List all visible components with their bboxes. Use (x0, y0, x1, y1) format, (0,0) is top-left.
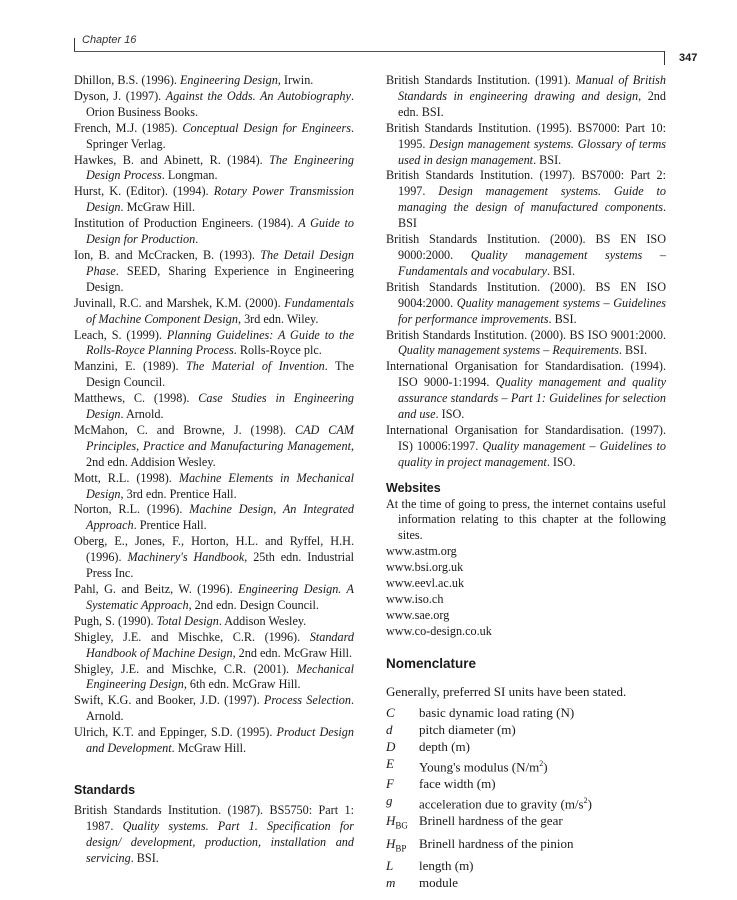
nomenclature-definition: pitch diameter (m) (419, 721, 516, 737)
standard-entry (386, 359, 666, 423)
reference-publisher: , 3rd edn. Wiley. (237, 311, 319, 326)
reference-publisher: . Arnold. (86, 693, 354, 724)
reference-entry (74, 582, 354, 614)
reference-authors: British Standards Institution. (1991). (386, 73, 576, 87)
reference-title: Planning Guidelines: A Guide to the Rolls-Royce Planning Process (86, 327, 354, 358)
reference-title: Conceptual Design for Engineers (182, 120, 351, 135)
reference-authors: Leach, S. (1999). (74, 327, 167, 342)
reference-authors: Mott, R.L. (1998). (74, 470, 179, 485)
reference-publisher: . (195, 232, 199, 247)
nomenclature-symbol: g (386, 792, 393, 808)
nomenclature-definition: basic dynamic load rating (N) (419, 704, 575, 720)
standards-list (74, 803, 354, 867)
reference-entry (74, 121, 354, 153)
reference-title: Mechanical Engineering Design (86, 661, 354, 692)
reference-title: Quality management – Guidelines to quality in project management (398, 438, 666, 469)
right-column (386, 73, 666, 891)
reference-authors: British Standards Institution. (1997). BS7000: Part 2: 1997. (386, 168, 666, 199)
chapter-label: Chapter 16 (82, 34, 137, 46)
reference-authors: International Organisation for Standardisation. (1997). IS) 10006:1997. (386, 422, 666, 453)
reference-authors: Dhillon, B.S. (1996). (74, 73, 180, 87)
reference-publisher: , Irwin. (277, 73, 314, 87)
reference-authors: Oberg, E., Jones, F., Horton, H.L. and Ryffel, H.H. (1996). (74, 534, 354, 565)
nomenclature-row (386, 812, 666, 835)
reference-title: Against the Odds. An Autobiography (165, 88, 351, 103)
reference-title: Total Design (156, 613, 219, 628)
reference-publisher: , 25th edn. Industrial Press Inc. (86, 550, 354, 581)
reference-authors: Matthews, C. (1998). (74, 391, 199, 406)
nomenclature-symbol: E (386, 755, 394, 771)
reference-authors: Institution of Production Engineers. (1984). (74, 216, 299, 231)
reference-publisher: . Orion Business Books. (86, 88, 354, 119)
reference-authors: Juvinall, R.C. and Marshek, K.M. (2000). (74, 295, 285, 310)
standards-heading: Standards (74, 782, 136, 797)
reference-publisher: . SEED, Sharing Experience in Engineering Design. (86, 263, 354, 294)
nomenclature-heading: Nomenclature (386, 655, 477, 671)
website-link[interactable]: www.iso.ch (386, 592, 444, 606)
reference-authors: Hawkes, B. and Abinett, R. (1984). (74, 152, 270, 167)
reference-publisher: . BSI. (548, 311, 577, 326)
reference-entry (74, 471, 354, 503)
reference-entry (74, 153, 354, 185)
reference-title: Case Studies in Engineering Design (86, 391, 355, 422)
reference-publisher: . The Design Council. (86, 359, 354, 390)
reference-title: Machine Elements in Mechanical Design (86, 470, 354, 501)
nomenclature-definition: Brinell hardness of the gear (419, 813, 563, 829)
nomenclature-row (386, 704, 666, 721)
reference-entry (74, 391, 354, 423)
reference-authors: Ion, B. and McCracken, B. (1993). (74, 247, 261, 262)
reference-title: Product Design and Development (86, 725, 354, 756)
reference-publisher: . BSI. (618, 343, 648, 358)
reference-title: Machine Design, An Integrated Approach (86, 502, 354, 533)
reference-publisher: , 2nd edn. BSI. (398, 88, 666, 119)
reference-title: Quality management systems – Fundamentals and vocabulary (398, 247, 666, 278)
reference-authors: Pugh, S. (1990). (74, 613, 157, 628)
reference-title: Quality management and quality assurance standards – Part 1: Guidelines for selection and use (398, 375, 666, 422)
nomenclature-symbol: $H_{BG}$ (386, 813, 408, 831)
reference-entry (74, 359, 354, 391)
nomenclature-definition: Brinell hardness of the pinion (419, 835, 574, 851)
reference-title: Machinery's Handbook (127, 550, 245, 565)
website-list (386, 544, 666, 639)
reference-authors: Manzini, E. (1989). (74, 359, 187, 374)
reference-publisher: . Rolls-Royce plc. (233, 343, 322, 358)
reference-entry (74, 328, 354, 360)
reference-entry (74, 216, 354, 248)
reference-title: Process Selection (263, 693, 351, 708)
reference-title: Design management systems. Guide to managing the design of manufactured components (398, 184, 666, 215)
reference-publisher: . Prentice Hall. (133, 518, 207, 533)
reference-authors: Shigley, J.E. and Mischke, C.R. (2001). (74, 661, 297, 676)
reference-authors: Dyson, J. (1997). (74, 88, 166, 103)
nomenclature-intro: Generally, preferred SI units have been stated. (386, 683, 627, 699)
website-link[interactable]: www.bsi.org.uk (386, 560, 464, 575)
reference-publisher: . McGraw Hill. (120, 200, 195, 215)
standard-entry (386, 121, 666, 169)
nomenclature-definition: depth (m) (419, 738, 470, 754)
standards-list-continued (386, 73, 666, 471)
reference-authors: British Standards Institution. (2000). BS EN ISO 9004:2000. (386, 279, 666, 310)
standard-entry (386, 328, 666, 360)
left-column (74, 73, 354, 867)
header-rule-right-tick (664, 51, 665, 65)
nomenclature-symbol: F (386, 775, 394, 791)
reference-entry (74, 614, 354, 630)
standard-entry (386, 280, 666, 328)
reference-entry (74, 296, 354, 328)
reference-publisher: . ISO. (546, 454, 576, 469)
reference-publisher: . BSI. (130, 850, 159, 865)
website-link[interactable]: www.co-design.co.uk (386, 623, 492, 638)
nomenclature-symbol: D (386, 738, 396, 754)
reference-title: Quality systems. Part 1. Specification for design/ development, production, installation and servicing (86, 818, 355, 865)
reference-authors: British Standards Institution. (2000). BS ISO 9001:2000. (386, 327, 666, 342)
reference-publisher: , 2nd edn. Addision Wesley. (86, 438, 354, 469)
reference-authors: International Organisation for Standardisation. (1994). ISO 9000-1:1994. (386, 359, 666, 390)
nomenclature-symbol: L (386, 858, 394, 874)
reference-entry (74, 693, 354, 725)
reference-entry (74, 89, 354, 121)
nomenclature-definition: acceleration due to gravity $(m/s^2)$ (419, 795, 592, 812)
reference-publisher: . BSI. (546, 263, 576, 278)
nomenclature-row (386, 835, 666, 858)
nomenclature-symbol: $H_{BP}$ (386, 835, 407, 854)
reference-title: Rotary Power Transmission Design (86, 184, 354, 215)
reference-authors: Hurst, K. (Editor). (1994). (74, 184, 214, 199)
page-number: 347 (679, 52, 698, 64)
nomenclature-row (386, 755, 666, 775)
nomenclature-definition: Young's modulus $(N/m^2)$ (419, 758, 548, 774)
reference-entry (74, 423, 354, 471)
reference-entry (74, 502, 354, 534)
nomenclature-definition: module (419, 875, 458, 891)
nomenclature-row (386, 721, 666, 738)
website-link[interactable]: www.eevl.ac.uk (386, 576, 465, 591)
reference-publisher: . BSI (398, 200, 666, 231)
standard-entry (386, 73, 666, 121)
reference-authors: French, M.J. (1985). (74, 120, 183, 135)
header-rule (74, 51, 664, 52)
standard-entry (74, 803, 354, 867)
reference-authors: British Standards Institution. (2000). BS EN ISO 9000:2000. (386, 232, 666, 262)
nomenclature-row (386, 857, 666, 874)
reference-publisher: . McGraw Hill. (171, 741, 247, 756)
reference-authors: Shigley, J.E. and Mischke, C.R. (1996). (74, 629, 310, 644)
standard-entry (386, 232, 666, 280)
header-rule-left-tick (74, 38, 75, 52)
nomenclature-row (386, 874, 666, 891)
reference-authors: Pahl, G. and Beitz, W. (1996). (74, 582, 239, 596)
reference-title: Fundamentals of Machine Component Design (86, 295, 354, 326)
reference-title: Engineering Design (179, 73, 278, 87)
nomenclature-definition: face width (m) (419, 775, 496, 791)
reference-entry (74, 184, 354, 216)
reference-entry (74, 534, 354, 582)
reference-authors: Swift, K.G. and Booker, J.D. (1997). (74, 693, 264, 708)
reference-title: Design management systems. Glossary of terms used in design management (398, 136, 666, 167)
reference-title: The Detail Design Phase (86, 247, 354, 278)
reference-title: Quality management systems – Requirements (398, 343, 619, 358)
reference-authors: Norton, R.L. (1996). (74, 502, 190, 517)
reference-entry (74, 630, 354, 662)
reference-publisher: . Springer Verlag. (86, 120, 355, 151)
reference-title: Standard Handbook of Machine Design (86, 629, 354, 660)
reference-publisher: . Longman. (161, 168, 218, 183)
reference-title: Quality management systems – Guidelines for performance improvements (398, 295, 667, 326)
reference-title: Engineering Design. A Systematic Approach (86, 582, 354, 612)
reference-title: CAD CAM Principles, Practice and Manufacturing Management (86, 422, 354, 453)
nomenclature-row (386, 792, 666, 812)
standard-entry (386, 168, 666, 232)
nomenclature-symbol: m (386, 875, 396, 891)
reference-title: A Guide to Design for Production (86, 216, 354, 247)
websites-heading: Websites (386, 480, 441, 495)
nomenclature-list (386, 704, 666, 892)
reference-publisher: , 3rd edn. Prentice Hall. (120, 486, 237, 501)
website-link[interactable]: www.sae.org (386, 607, 450, 622)
spacer (74, 757, 354, 783)
reference-title: The Engineering Design Process (86, 152, 354, 183)
nomenclature-row (386, 738, 666, 755)
reference-title: The Material of Invention (186, 359, 325, 374)
reference-title: Manual of British Standards in engineering drawing and design (398, 73, 666, 103)
reference-entry (74, 248, 354, 296)
website-link[interactable]: www.astm.org (386, 544, 457, 559)
nomenclature-row (386, 775, 666, 792)
websites-intro: At the time of going to press, the internet contains useful information relating to this chapter at the following sites. (386, 496, 666, 543)
reference-publisher: . Arnold. (120, 407, 164, 422)
reference-publisher: , 2nd edn. Design Council. (188, 597, 319, 612)
reference-entry (74, 73, 354, 89)
reference-authors: Ulrich, K.T. and Eppinger, S.D. (1995). (74, 725, 277, 740)
reference-list (74, 73, 354, 757)
reference-publisher: , 2nd edn. McGraw Hill. (232, 645, 353, 660)
reference-authors: British Standards Institution. (1987). BS5750: Part 1: 1987. (74, 802, 354, 833)
nomenclature-symbol: d (386, 721, 393, 737)
reference-authors: McMahon, C. and Browne, J. (1998). (74, 422, 295, 437)
reference-authors: British Standards Institution. (1995). BS7000: Part 10: 1995. (386, 120, 666, 151)
reference-entry (74, 725, 354, 757)
standard-entry (386, 423, 666, 471)
reference-publisher: . ISO. (435, 407, 465, 422)
nomenclature-definition: length (m) (419, 858, 474, 874)
nomenclature-symbol: C (386, 704, 395, 720)
reference-publisher: . BSI. (533, 152, 562, 167)
reference-entry (74, 662, 354, 694)
reference-publisher: . Addison Wesley. (218, 613, 307, 628)
reference-publisher: , 6th edn. McGraw Hill. (183, 677, 301, 692)
